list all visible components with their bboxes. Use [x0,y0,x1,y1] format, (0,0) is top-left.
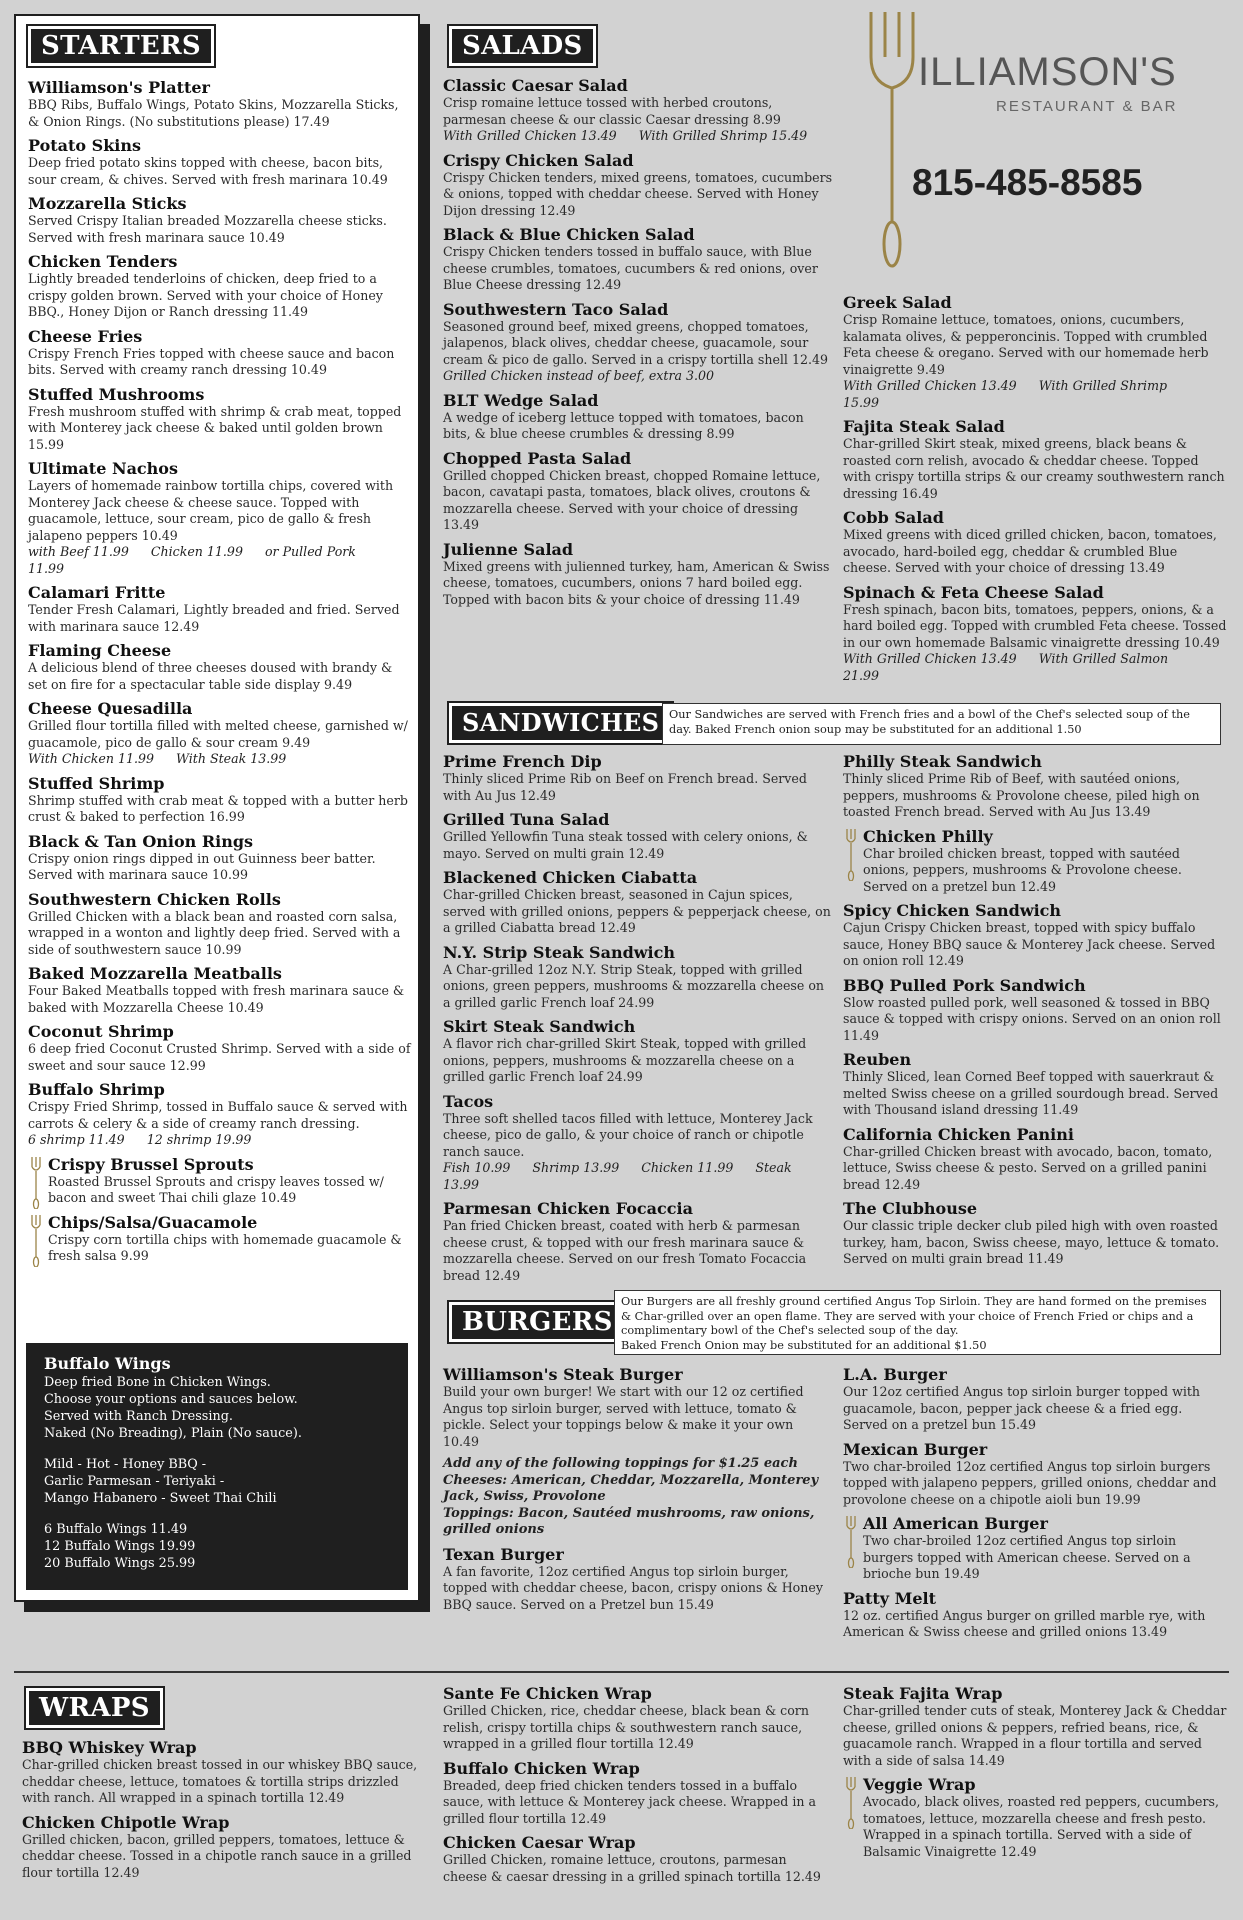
menu-item [443,540,833,609]
wraps-header: WRAPS [26,1688,163,1728]
item-desc: Breaded, deep fried chicken tenders tossed in a buffalo sauce, with lettuce & Monterey jack cheese. Wrapped in a grilled flour tortilla 12.49 [443,1777,816,1826]
menu-item [843,827,1228,896]
item-desc: Char broiled chicken breast, topped with sautéed onions, peppers, mushrooms & Provolone cheese. Served on a pretzel bun 12.49 [863,845,1182,894]
item-name: Cobb Salad [843,508,944,527]
wraps-col3 [843,1684,1228,1866]
buffalo-wings-lines [44,1374,390,1442]
item-name: Mexican Burger [843,1439,988,1459]
starters-list [22,78,412,1265]
item-name: Black & Blue Chicken Salad [443,225,695,244]
item-name: Classic Caesar Salad [443,76,628,95]
item-desc: Crispy Chicken tenders tossed in buffalo sauce, with Blue cheese crumbles, tomatoes, cucumbers & red onions, over Blue Cheese dressing 12.49 [443,244,818,292]
sandwiches-left-section [443,752,833,1290]
item-desc: Crisp Romaine lettuce, tomatoes, onions, cucumbers, kalamata olives, & pepperoncinis. Topped with crumbled Feta cheese & oregano. Served with our homemade herb vinaigrette 9.49 [843,312,1209,377]
menu-item [843,293,1228,411]
item-options [843,378,1228,411]
menu-item [843,1365,1228,1434]
item-name: Stuffed Shrimp [28,773,165,793]
item-desc: Crispy onion rings dipped in out Guinness beer batter. Served with marinara sauce 10.99 [28,850,376,882]
item-desc: Slow roasted pulled pork, well seasoned & tossed in BBQ sauce & topped with crispy onions. Served on an onion roll 11.49 [843,994,1221,1043]
menu-item [843,583,1228,685]
item-name: Sante Fe Chicken Wrap [443,1684,652,1703]
menu-item [28,1080,412,1149]
item-name: Skirt Steak Sandwich [443,1017,636,1036]
item-desc: Shrimp stuffed with crab meat & topped with a butter herb crust & baked to perfection 16.99 [28,792,408,824]
wings-sauce: Garlic Parmesan - Teriyaki - [44,1474,225,1489]
item-option: Chicken 11.99 [150,544,243,559]
item-name: Tacos [443,1091,494,1111]
item-desc: Lightly breaded tenderloins of chicken, deep fried to a crispy golden brown. Served with your choice of Honey BBQ., Honey Dijon or Ranch dressing 11.49 [28,271,383,319]
toppings-block [443,1456,833,1539]
item-name: Julienne Salad [443,539,574,559]
wings-line: Naked (No Breading), Plain (No sauce). [44,1426,302,1441]
toppings-list: Toppings: Bacon, Sautéed mushrooms, raw onions, grilled onions [443,1505,815,1537]
salads-header: SALADS [449,26,596,66]
item-option: Steak 13.99 [443,1160,792,1192]
item-desc: Grilled Chicken, rice, cheddar cheese, black bean & corn relish, crispy tortilla chips & southwestern ranch sauce, wrapped in a grilled flour tortilla 12.49 [443,1703,809,1751]
item-option: Shrimp 13.99 [532,1160,620,1175]
menu-item [843,1050,1228,1119]
item-name: Texan Burger [443,1544,564,1564]
burgers-note [614,1290,1221,1355]
item-option: with Beef 11.99 [28,544,129,559]
item-desc: Build your own burger! We start with our 12 oz certified Angus top sirloin burger, served with lettuce, tomato & pickle. Select your toppings below & make it your own 10.49 [443,1384,804,1449]
item-name: Southwestern Chicken Rolls [28,889,281,909]
item-desc: Char-grilled Skirt steak, mixed greens, black beans & roasted corn relish, avocado & cheddar cheese. Topped with crispy tortilla strips & our creamy southwestern ranch dressing 16.49 [843,436,1225,501]
menu-item [443,1017,833,1086]
buffalo-wings-title: Buffalo Wings [44,1354,171,1373]
menu-item [443,752,833,804]
sandwiches-header: SANDWICHES [449,703,672,743]
menu-item [843,1684,1228,1769]
starters-section [22,24,412,1271]
item-name: Coconut Shrimp [28,1022,174,1041]
item-options [443,368,833,385]
cheeses-list: Cheeses: American, Cheddar, Mozzarella, Monterey Jack, Swiss, Provolone [443,1472,819,1504]
item-name: L.A. Burger [843,1365,947,1384]
item-option: or Pulled Pork 11.99 [28,544,356,576]
wings-price: 6 Buffalo Wings 11.49 [44,1522,188,1537]
item-name: Southwestern Taco Salad [443,299,669,319]
item-name: Veggie Wrap [863,1775,976,1794]
item-name: Flaming Cheese [28,641,172,660]
item-name: Potato Skins [28,136,142,155]
item-options [843,651,1228,684]
item-desc: Our 12oz certified Angus top sirloin burger topped with guacamole, bacon, pepper jack cheese & a fried egg. Served on a pretzel bun 15.49 [843,1384,1201,1432]
item-desc: Tender Fresh Calamari, Lightly breaded and fried. Served with marinara sauce 12.49 [28,602,400,634]
item-desc: Grilled Yellowfin Tuna steak tossed with celery onions, & mayo. Served on multi grain 12.49 [443,829,808,861]
item-name: BLT Wedge Salad [443,390,599,410]
brand-tagline: RESTAURANT & BAR [996,98,1178,115]
menu-item [28,832,412,884]
item-options [443,128,833,145]
menu-item [843,1125,1228,1194]
item-desc: Thinly Sliced, lean Corned Beef topped with sauerkraut & melted Swiss cheese on a grilled sourdough bread. Served with Thousand island dressing 11.49 [843,1069,1219,1117]
item-name: Williamson's Platter [28,78,210,97]
menu-item [843,1199,1228,1268]
item-desc: A Char-grilled 12oz N.Y. Strip Steak, topped with grilled onions, green peppers, mushrooms & mozzarella cheese on a grilled garlic French loaf 24.99 [443,961,825,1010]
item-desc: Mixed greens with diced grilled chicken, bacon, tomatoes, avocado, hard-boiled egg, cheddar & crumbled Blue cheese. Served with your choice of dressing 13.49 [843,527,1217,575]
item-desc: 12 oz. certified Angus burger on grilled marble rye, with American & Swiss cheese and grilled onions 13.49 [843,1607,1206,1639]
item-name: Calamari Fritte [28,583,166,602]
menu-item [28,699,412,768]
item-name: Spicy Chicken Sandwich [843,901,1062,920]
menu-item [28,774,412,826]
item-name: All American Burger [863,1514,1048,1533]
fork-icon [845,1777,857,1829]
item-desc: Crispy corn tortilla chips with homemade guacamole & fresh salsa 9.99 [48,1231,402,1263]
item-name: Crispy Chicken Salad [443,150,634,170]
menu-item [443,1545,833,1614]
menu-item [443,810,833,862]
menu-item [443,1759,833,1828]
item-option: With Grilled Shrimp 15.49 [638,128,808,143]
sandwiches-right-list [843,752,1228,1268]
item-desc: Fresh mushroom stuffed with shrimp & crab meat, topped with Monterey jack cheese & baked until golden brown 15.99 [28,403,402,452]
item-desc: Layers of homemade rainbow tortilla chips, covered with Monterey Jack cheese & cheese sauce. Topped with guacamole, lettuce, sour cream, pico de gallo & fresh jalapeno peppers 10.49 [28,478,394,543]
fork-icon [30,1215,42,1267]
item-name: N.Y. Strip Steak Sandwich [443,942,675,962]
menu-item [443,1092,833,1194]
burgers-left-section [443,1365,833,1619]
menu-item [443,868,833,937]
item-name: Philly Steak Sandwich [843,752,1042,771]
menu-item [28,136,412,188]
fork-icon [845,829,857,881]
menu-item [28,1022,412,1074]
item-desc: Thinly sliced Prime Rib of Beef, with sautéed onions, peppers, mushrooms & Provolone cheese, piled high on toasted French bread. Served with Au Jus 13.49 [843,771,1200,819]
item-desc: Two char-broiled 12oz certified Angus top sirloin burgers topped with jalapeno peppers, grilled onions, cheddar and provolone cheese on a chipotle aioli bun 19.99 [843,1458,1217,1507]
wings-price: 20 Buffalo Wings 25.99 [44,1556,196,1571]
item-desc: Crispy Fried Shrimp, tossed in Buffalo sauce & served with carrots & celery & a side of creamy ranch dressing. [28,1099,408,1131]
item-options [28,751,412,768]
item-desc: Char-grilled Chicken breast with avocado, bacon, tomato, lettuce, Swiss cheese & pesto. Served on a grilled panini bread 12.49 [843,1143,1213,1192]
item-desc: 6 deep fried Coconut Crusted Shrimp. Served with a side of sweet and sour sauce 12.99 [28,1041,411,1073]
menu-item [843,976,1228,1045]
burgers-header: BURGERS [449,1302,626,1342]
item-desc: A wedge of iceberg lettuce topped with tomatoes, bacon bits, & blue cheese crumbles & dressing 8.99 [443,409,804,441]
wraps-divider [14,1671,1229,1673]
item-desc: Fresh spinach, bacon bits, tomatoes, peppers, onions, & a hard boiled egg. Topped with crumbled Feta cheese. Tossed in our own homemade Balsamic vinaigrette dressing 10.49 [843,601,1227,650]
item-name: Chicken Caesar Wrap [443,1833,636,1852]
menu-item [443,943,833,1012]
item-name: BBQ Whiskey Wrap [22,1738,197,1757]
menu-item [28,78,412,130]
menu-item [28,459,412,577]
item-name: Chopped Pasta Salad [443,448,632,468]
item-name: Chicken Chipotle Wrap [22,1812,230,1832]
menu-item [843,752,1228,821]
menu-item [28,641,412,693]
item-desc: Served Crispy Italian breaded Mozzarella cheese sticks. Served with fresh marinara sauce 10.49 [28,213,387,245]
item-name: BBQ Pulled Pork Sandwich [843,975,1086,995]
item-name: California Chicken Panini [843,1124,1074,1144]
wings-sauce: Mild - Hot - Honey BBQ - [44,1457,207,1472]
item-desc: Grilled chopped Chicken breast, chopped Romaine lettuce, bacon, cavatapi pasta, tomatoes, black olives, croutons & mozzarella cheese. Served with your choice of dressing 13.49 [443,467,821,532]
salads-section [443,24,833,614]
menu-item [443,151,833,220]
item-desc: Avocado, black olives, roasted red peppers, cucumbers, tomatoes, lettuce, mozzarella cheese and fresh pesto. Wrapped in a spinach tortilla. Served with a side of Balsamic Vinaigrette 12.49 [863,1794,1219,1859]
menu-item [443,1365,833,1450]
item-desc: Seasoned ground beef, mixed greens, chopped tomatoes, jalapenos, black olives, cheddar cheese, guacamole, sour cream & pico de gallo. Served in a crispy tortilla shell 12.49 [443,318,829,367]
brand-name: ILLIAMSON'S [918,50,1177,94]
fork-icon [845,1516,857,1568]
item-desc: Pan fried Chicken breast, coated with herb & parmesan cheese crust, & topped with our fresh marinara sauce & mozzarella cheese. Served on our fresh Tomato Focaccia bread 12.49 [443,1218,807,1283]
wings-price: 12 Buffalo Wings 19.99 [44,1539,196,1554]
item-name: Patty Melt [843,1588,936,1608]
item-desc: A fan favorite, 12oz certified Angus top sirloin burger, topped with cheddar cheese, bacon, crispy onions & Honey BBQ sauce. Served on a Pretzel bun 15.49 [443,1563,823,1612]
item-desc: Thinly sliced Prime Rib on Beef on French bread. Served with Au Jus 12.49 [443,771,807,803]
wraps-col2 [443,1684,833,1891]
item-desc: Char-grilled Chicken breast, seasoned in Cajun spices, served with grilled onions, peppers & pepperjack cheese, on a grilled Ciabatta bread 12.49 [443,887,831,935]
menu-item [443,1833,833,1885]
burgers-header-wrap [443,1302,626,1342]
item-name: Parmesan Chicken Focaccia [443,1199,693,1218]
item-name: Mozzarella Sticks [28,194,187,213]
item-desc: Grilled flour tortilla filled with melted cheese, garnished w/ guacamole, pico de gallo & sour cream 9.49 [28,718,408,750]
item-option: 6 shrimp 11.49 [28,1132,125,1147]
item-option: With Grilled Chicken 13.49 [843,378,1017,393]
menu-item [843,1514,1228,1583]
burgers-note-extra: Baked French Onion may be substituted for an additional $1.50 [621,1338,987,1352]
wings-line: Deep fried Bone in Chicken Wings. [44,1375,271,1390]
menu-item [28,252,412,321]
item-desc: Mixed greens with julienned turkey, ham, American & Swiss cheese, tomatoes, cucumbers, onions 7 hard boiled egg. Topped with bacon bits & your choice of dressing 11.49 [443,558,830,607]
menu-item [843,901,1228,970]
item-name: Cheese Quesadilla [28,699,193,718]
item-option: Fish 10.99 [443,1160,511,1175]
item-option: With Grilled Salmon 21.99 [843,651,1169,683]
item-option: Grilled Chicken instead of beef, extra 3.00 [443,368,715,383]
item-name: Grilled Tuna Salad [443,810,610,829]
sandwiches-left-list [443,752,833,1284]
menu-item [443,225,833,294]
menu-item [443,300,833,385]
menu-item [843,508,1228,577]
item-desc: BBQ Ribs, Buffalo Wings, Potato Skins, Mozzarella Sticks, & Onion Rings. (No substitutions please) 17.49 [28,97,399,129]
item-desc: Grilled Chicken, romaine lettuce, croutons, parmesan cheese & caesar dressing in a grilled spinach tortilla 12.49 [443,1852,821,1884]
menu-item [443,1199,833,1284]
toppings-title: Add any of the following toppings for $1.25 each [443,1456,798,1471]
item-name: Chips/Salsa/Guacamole [48,1212,258,1232]
item-desc: Two char-broiled 12oz certified Angus top sirloin burgers topped with American cheese. Served on a brioche bun 19.49 [863,1533,1191,1581]
item-name: Fajita Steak Salad [843,417,1005,436]
item-name: Chicken Tenders [28,252,178,271]
menu-item [28,194,412,246]
item-option: Chicken 11.99 [641,1160,734,1175]
item-desc: Grilled chicken, bacon, grilled peppers, tomatoes, lettuce & cheddar cheese. Tossed in a chipotle ranch sauce in a grilled flour tortilla 12.49 [22,1831,412,1880]
item-name: Baked Mozzarella Meatballs [28,964,282,983]
item-name: The Clubhouse [843,1199,978,1218]
item-name: Greek Salad [843,293,952,312]
item-name: Steak Fajita Wrap [843,1684,1003,1703]
buffalo-wings-prices [44,1521,390,1572]
item-name: Crispy Brussel Sprouts [48,1154,254,1174]
item-desc: Four Baked Meatballs topped with fresh marinara sauce & baked with Mozzarella Cheese 10.49 [28,983,405,1015]
item-desc: Roasted Brussel Sprouts and crispy leaves tossed w/ bacon and sweet Thai chili glaze 10.49 [48,1173,384,1205]
menu-item [843,1589,1228,1641]
item-desc: Crispy French Fries topped with cheese sauce and bacon bits. Served with creamy ranch dressing 10.49 [28,345,395,377]
menu-item [443,76,833,145]
wings-line: Served with Ranch Dressing. [44,1409,233,1424]
item-desc: Three soft shelled tacos filled with lettuce, Monterey Jack cheese, pico de gallo, & your choice of ranch or chipotle ranch sauce. [443,1110,813,1159]
item-name: Williamson's Steak Burger [443,1365,683,1384]
wraps-col2-list [443,1684,833,1885]
item-desc: Crisp romaine lettuce tossed with herbed croutons, parmesan cheese & our classic Caesar dressing 8.99 [443,95,781,127]
wings-line: Choose your options and sauces below. [44,1392,298,1407]
menu-item [28,964,412,1016]
item-desc: Grilled Chicken with a black bean and roasted corn salsa, wrapped in a wonton and lightly deep fried. Served with a side of southwestern sauce 10.99 [28,908,401,957]
menu-item [843,417,1228,502]
item-options [28,544,412,577]
wraps-col3-list [843,1684,1228,1860]
item-option: With Grilled Chicken 13.49 [443,128,617,143]
item-desc: Our classic triple decker club piled high with oven roasted turkey, ham, bacon, Swiss cheese, mayo, lettuce & tomato. Served on multi grain bread 11.49 [843,1218,1220,1266]
salads-right-list [843,293,1228,684]
sandwiches-header-wrap [443,703,672,743]
item-name: Blackened Chicken Ciabatta [443,868,698,887]
item-option: With Grilled Shrimp 15.99 [843,378,1168,410]
item-name: Stuffed Mushrooms [28,384,205,404]
item-options [443,1160,833,1193]
buffalo-wings-sauces [44,1456,390,1507]
item-name: Black & Tan Onion Rings [28,831,254,851]
menu-item [28,385,412,454]
item-desc: A flavor rich char-grilled Skirt Steak, topped with grilled onions, peppers, mushrooms & mozzarella cheese on a grilled garlic French loaf 24.99 [443,1036,807,1084]
starters-header: STARTERS [28,26,214,66]
burgers-right-list [843,1365,1228,1641]
burgers-right-section [843,1365,1228,1647]
phone-number: 815-485-8585 [912,162,1143,203]
menu-item [28,1213,412,1265]
menu-item [28,327,412,379]
item-desc: Deep fried potato skins topped with cheese, bacon bits, sour cream, & chives. Served with fresh marinara 10.49 [28,155,388,187]
wraps-col1-list [22,1738,422,1881]
menu-item [443,391,833,443]
menu-item [843,1440,1228,1509]
item-desc: Char-grilled chicken breast tossed in our whiskey BBQ sauce, cheddar cheese, lettuce, tomatoes & tortilla strips drizzled with ranch. All wrapped in a spinach tortilla 12.49 [22,1757,418,1805]
item-desc: Crispy Chicken tenders, mixed greens, tomatoes, cucumbers & onions, topped with cheddar cheese. Served with Honey Dijon dressing 12.49 [443,169,833,218]
burgers-note-text: Our Burgers are all freshly ground certified Angus Top Sirloin. They are hand formed on the premises & Char-grilled over an open flame. They are served with your choice of French Fried or chips and a complimentary bowl of the Chef's selected soup of the day. [621,1295,1207,1337]
item-desc: Cajun Crispy Chicken breast, topped with spicy buffalo sauce, Honey BBQ sauce & Monterey Jack cheese. Served on onion roll 12.49 [843,920,1216,968]
salads-right-section [843,293,1228,690]
item-name: Chicken Philly [863,826,993,846]
item-option: With Grilled Chicken 13.49 [843,651,1017,666]
fork-icon [30,1157,42,1209]
sandwiches-right-section [843,752,1228,1274]
menu-item [443,1684,833,1753]
salads-left-list [443,76,833,608]
item-name: Cheese Fries [28,326,143,346]
menu-item [843,1775,1228,1860]
item-option: 12 shrimp 19.99 [146,1132,252,1147]
item-option: With Steak 13.99 [176,751,287,766]
sandwiches-note: Our Sandwiches are served with French fries and a bowl of the Chef's selected soup of the day. Baked French onion soup may be substituted for an additional 1.50 [662,703,1221,745]
item-option: With Chicken 11.99 [28,751,155,766]
wraps-col1 [22,1686,422,1887]
item-name: Reuben [843,1050,912,1069]
item-name: Prime French Dip [443,752,602,771]
menu-item [22,1738,422,1807]
item-name: Spinach & Feta Cheese Salad [843,582,1104,602]
item-name: Ultimate Nachos [28,459,178,478]
item-desc: Char-grilled tender cuts of steak, Monterey Jack & Cheddar cheese, grilled onions & peppers, refried beans, rice, & guacamole ranch. Wrapped in a flour tortilla and served with a side of salsa 14.49 [843,1703,1227,1768]
item-desc: A delicious blend of three cheeses doused with brandy & set on fire for a spectacular table side display 9.49 [28,660,393,692]
item-options [28,1132,412,1149]
item-name: Buffalo Shrimp [28,1080,165,1099]
item-name: Buffalo Chicken Wrap [443,1758,640,1778]
menu-item [28,583,412,635]
menu-item [28,890,412,959]
buffalo-wings-box [26,1343,408,1590]
menu-item [443,449,833,534]
wings-sauce: Mango Habanero - Sweet Thai Chili [44,1491,277,1506]
brand-logo [866,12,1206,282]
menu-item [22,1813,422,1882]
menu-item [28,1155,412,1207]
